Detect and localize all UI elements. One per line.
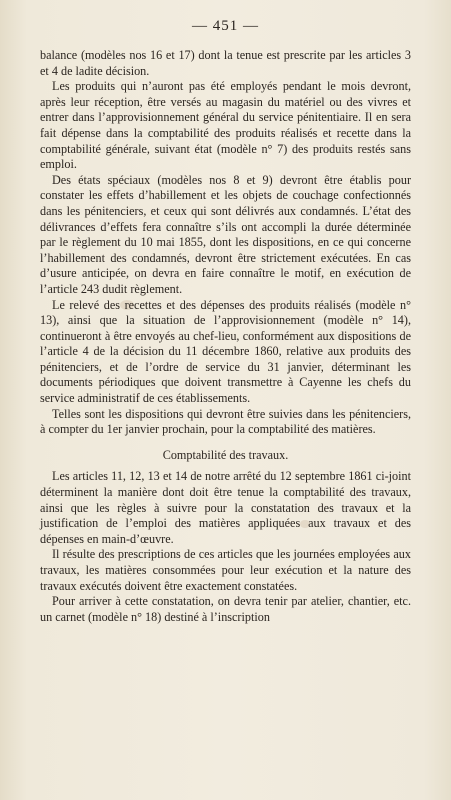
paragraph: Les produits qui n’auront pas été employés pendant le mois devront, après leur réception, être versés au magasin du matériel ou des vivres et entrer dans l’approvisionnement général du service pénitentiaire. Il en sera fait dépense dans la comptabilité des produits réalisés et recette dans la comptabilité générale, suivant état (modèle n° 7) des produits restés sans emploi. (40, 79, 411, 172)
paragraph: balance (modèles nos 16 et 17) dont la tenue est prescrite par les articles 3 et 4 de ladite décision. (40, 48, 411, 78)
paragraph: Pour arriver à cette constatation, on devra tenir par atelier, chantier, etc. un carnet (modèle n° 18) destiné à l’inscription (40, 594, 411, 624)
paragraph: Telles sont les dispositions qui devront être suivies dans les pénitenciers, à compter du 1er janvier prochain, pour la comptabilité des matières. (40, 406, 411, 437)
paragraph: Il résulte des prescriptions de ces articles que les journées employées aux travaux, les matières consommées pour leur exécution et la nature des travaux exécutés doivent être exactement constatées. (40, 547, 411, 593)
paragraph: Le relevé des recettes et des dépenses des produits réalisés (modèle n° 13), ainsi que la situation de l’approvisionnement (modèle n° 14), continueront à être envoyés au chef-lieu, conformément aux dispositions de l’article 4 de la décision du 11 décembre 1860, relative aux produits des pénitenciers, et de l’ordre de service du 31 janvier, déterminant les documents périodiques que doivent transmettre à Cayenne les chefs du service administratif de ces établissements. (40, 297, 411, 406)
paragraph: Les articles 11, 12, 13 et 14 de notre arrêté du 12 septembre 1861 ci-joint déterminent la manière dont doit être tenue la comptabilité des travaux, ainsi que les règles à suivre pour la constatation des travaux et la justification de l’emploi des matières appliquées aux travaux et des dépenses en main-d’œuvre. (40, 469, 411, 546)
page-number: — 451 — (192, 18, 259, 34)
page-body (40, 48, 411, 625)
paragraph: Des états spéciaux (modèles nos 8 et 9) devront être établis pour constater les effets d’habillement et les objets de couchage confectionnés dans les pénitenciers, et ceux qui sont délivrés aux condamnés. L’état des délivrances d’effets fera connaître s’ils ont accompli la durée déterminée par le règlement du 10 mai 1855, dont les dispositions, en ce qui concerne l’habillement des condamnés, devront être strictement exécutées. En cas d’usure anticipée, on devra en faire connaître le motif, en exécution de l’article 243 dudit règlement. (40, 172, 411, 296)
section-heading: Comptabilité des travaux. (162, 447, 289, 462)
